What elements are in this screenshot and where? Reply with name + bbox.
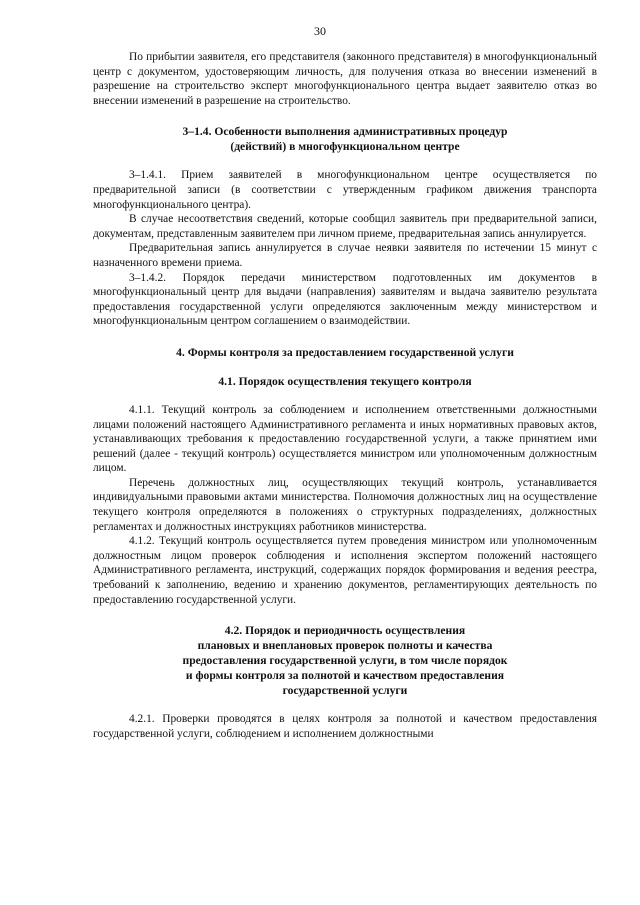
heading-line: предоставления государственной услуги, в том числе порядок [182,654,508,668]
paragraph-4-1-1: 4.1.1. Текущий контроль за соблюдением и исполнением ответственными должностными лицами положений настоящего Административного регламента и иных нормативных правовых актов, устанавливающих требования к предоставлению государственной услуги, а также принятием ими решений (далее - текущий контроль) осуществляется министром или уполномоченным должностным лицом. [93,403,597,475]
paragraph-3-1-4-1: 3–1.4.1. Прием заявителей в многофункциональном центре осуществляется по предварительной записи (в соответствии с утвержденным графиком движения транспорта многофункционального центра). [93,169,597,211]
heading-4-2 [93,623,597,698]
paragraph-3-1-4-2: 3–1.4.2. Порядок передачи министерством подготовленных им документов в многофункциональный центр для выдачи (направления) заявителям и выдача заявителю результата предоставления государственной услуги определяются заключенным между министерством и многофункциональным центром соглашением о взаимодействии. [93,271,597,328]
heading-line: и формы контроля за полнотой и качеством предоставления [185,669,505,683]
heading-line: плановых и внеплановых проверок полноты и качества [197,639,493,653]
heading-section-4 [93,345,597,360]
paragraph-mfc-refusal: По прибытии заявителя, его представителя (законного представителя) в многофункциональный центр с документом, удостоверяющим личность, для получения отказа во внесении изменений в разрешение на строительство эксперт многофункционального центра выдает заявителю отказ во внесении изменений в разрешение на строительство. [93,51,597,107]
paragraph-no-show: Предварительная запись аннулируется в случае неявки заявителя по истечении 15 минут с назначенного времени приема. [93,242,597,269]
heading-3-1-4 [93,124,597,154]
heading-line: 3–1.4. Особенности выполнения административных процедур [182,125,508,139]
paragraph-4-2-1: 4.2.1. Проверки проводятся в целях контроля за полнотой и качеством предоставления государственной услуги, соблюдением и исполнением должностными [93,713,597,740]
heading-line: государственной услуги [282,684,408,698]
document-body [93,50,597,741]
heading-line: 4.2. Порядок и периодичность осуществления [224,624,466,638]
heading-line: 4.1. Порядок осуществления текущего контроля [218,374,472,388]
heading-4-1 [93,374,597,389]
heading-line: 4. Формы контроля за предоставлением государственной услуги [176,345,514,359]
page-number: 30 [314,24,326,38]
paragraph-officials-list: Перечень должностных лиц, осуществляющих текущий контроль, устанавливается индивидуальными правовыми актами министерства. Полномочия должностных лиц на осуществление текущего контроля определяются в положениях о структурных подразделениях, должностных регламентах и должностных инструкциях работников министерства. [93,476,597,533]
paragraph-4-1-2: 4.1.2. Текущий контроль осуществляется путем проведения министром или уполномоченным должностным лицом проверок соблюдения и исполнения экспертом положений настоящего Административного регламента, инструкций, содержащих порядок формирования и ведения реестра, требований к заполнению, ведению и хранению документов, регламентирующих деятельность по предоставлению государственной услуги. [93,535,597,606]
heading-line: (действий) в многофункциональном центре [230,140,460,154]
paragraph-mismatch: В случае несоответствия сведений, которые сообщил заявитель при предварительной записи, документам, представленным заявителем при личном приеме, предварительная запись аннулируется. [93,213,597,240]
